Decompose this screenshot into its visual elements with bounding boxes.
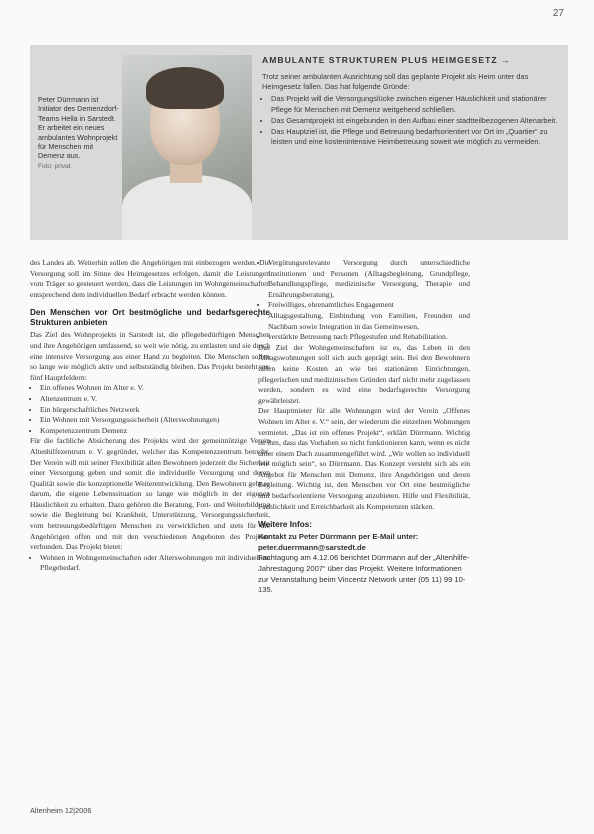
paragraph: Der Hauptmieter für alle Wohnungen wird der Verein „Offenes Wohnen im Alter e. V.“ sein, der wiederum die einzelnen Wohnungen vermietet. „Das ist ein offenes Projekt“, erklärt Dürrmann. Wichtig ist ihm, dass das Vorhaben so nicht funktionieren kann, wenn es nicht unter einem Dach zusammengeführt wird. „Wir wollen so individuell wie möglich sein“, so Dürrmann. Das Konzept versteht sich als ein Angebot für Menschen mit Demenz, ihre Angehörigen und deren Begleitung. Wichtig ist, den Menschen vor Ort eine bestmögliche und bedarfsorientierte Versorgung anzubieten. Hilfe und Flexibilität, Fachlichkeit und Erreichbarkeit als Kompetenzen stärken. — [258, 406, 470, 511]
paragraph: Für die fachliche Absicherung des Projekts wird der gemeinnützige Verein Altenhilfezentrum e. V. gegründet, welcher das Kompetenzzentrum betreibt. Der Verein will mit seiner Flexibilität allen Bewohnern jederzeit die Sicherheit einer Versorgung geben und somit die individuelle Versorgung und deren Qualität sowie die konzeptionelle Weiterentwicklung. Den Bewohnern geht es darum, die eigene Lebenssituation so lange wie möglich in der eigenen Häuslichkeit zu erhalten. Dazu gehören die Beratung, Fort- und Weiterbildung sowie die Begleitung bei Krankheit, Unterstützung, Versorgungssicherheit, vom betreuungsbedürftigen Menschen zu verwirklichen und stets für die Angehörigen offen und mit den verschiedenen Angeboten des Projekts verbunden. Das Projekt bietet: — [30, 436, 270, 552]
sidebar-intro: Trotz seiner ambulanten Ausrichtung soll das geplante Projekt als Heim unter das Heimgesetz fallen. Das hat folgende Gründe: — [262, 72, 529, 92]
portrait-photo — [122, 55, 252, 240]
paragraph: Das Ziel des Wohnprojekts in Sarstedt ist, die pflegebedürftigen Menschen und ihre Angehörigen umfassend, so weit wie nötig, zu entlasten und sie durch eine intensive Versorgung aus einer Hand zu begleiten. Die Menschen sollen so lange wie möglich aktiv und selbstständig bleiben. Das Projekt besteht aus fünf Hauptfeldern: — [30, 330, 270, 382]
list-item: • Altenzentrum e. V. — [40, 394, 270, 405]
list-item: • verstärkte Betreuung nach Pflegestufen und Rehabilitation. — [268, 332, 470, 343]
left-column — [30, 258, 270, 574]
list-item: • Kompetenzzentrum Demenz — [40, 426, 270, 437]
list-item: • Wohnen in Wohngemeinschaften oder Alterswohnungen mit individuellem Pflegebedarf. — [40, 553, 270, 574]
list-item: • Ein offenes Wohnen im Alter e. V. — [40, 383, 270, 394]
sidebar-body — [262, 72, 562, 148]
paragraph: Fachtagung am 4.12.06 berichtet Dürrmann auf der „Altenhilfe-Jahrestagung 2007“ über das Projekt. Weitere Informationen zur Veranstaltung beim Vincentz Network unter (05 11) 99 10-135. — [258, 553, 470, 595]
list-item: • Ein bürgerschaftliches Netzwerk — [40, 405, 270, 416]
right-column — [258, 258, 470, 596]
photo-caption — [38, 95, 120, 171]
sidebar-heading: AMBULANTE STRUKTUREN PLUS HEIMGESETZ → — [262, 55, 511, 65]
sidebar-bullet: • Das Projekt will die Versorgungslücke zwischen eigener Häuslichkeit und stationärer Pflege für Menschen mit Demenz weitgehend schließen. — [271, 94, 562, 114]
list-item: • Vergütungsrelevante Versorgung durch unterschiedliche Institutionen und Personen (Alltagsbegleitung, Grundpflege, Behandlungspflege, medizinische Versorgung, Therapie und Ernährungsberatung), — [268, 258, 470, 300]
sidebar-bullet: • Das Gesamtprojekt ist eingebunden in den Aufbau einer stadtteilbezogenen Altenarbeit. — [271, 116, 562, 126]
paragraph: des Landes ab. Weiterhin sollen die Angehörigen mit einbezogen werden. Die Versorgung soll im Sinne des Heimgesetzes erfolgen, damit die Leistungen vom Träger so gesteuert werden, dass die Leistungen im Wohngemeinschaften entsprechend dem individuellen Bedarf erbracht werden können. — [30, 258, 270, 299]
caption-credit: Foto: privat — [38, 162, 71, 170]
contact-line: Kontakt zu Peter Dürrmann per E-Mail unter: peter.duerrmann@sarstedt.de — [258, 532, 419, 552]
list-item: • Freiwilliges, ehrenamtliches Engagement — [268, 300, 470, 311]
caption-text: Peter Dürrmann ist Initiator des Demenzdorf-Teams Hella in Sarstedt. Er arbeitet ein neues ambulantes Wohnprojekt für Menschen mit Demenz aus. — [38, 95, 119, 161]
page-number: 27 — [552, 8, 564, 19]
footer: Altenheim 12|2006 — [30, 806, 92, 815]
info-heading: Weitere Infos: — [258, 520, 312, 530]
list-item: • Ein Wohnen mit Versorgungssicherheit (Alterswohnungen) — [40, 415, 270, 426]
sidebar-bullet: • Das Hauptziel ist, die Pflege und Betreuung bedarfsorientiert vor Ort im „Quartier“ zu leisten und eine kostenintensive Heimbetreuung soweit wie möglich zu vermeiden. — [271, 127, 562, 147]
list-item: • Alltagsgestaltung, Einbindung von Familien, Freunden und Nachbarn sowie Integration in das Gemeinwesen, — [268, 311, 470, 332]
section-heading: Den Menschen vor Ort bestmögliche und bedarfsgerechte Strukturen anbieten — [30, 308, 270, 328]
paragraph: Das Ziel der Wohngemeinschaften ist es, das Leben in den Alltagswohnungen soll sich auch geprägt sein. Bei den Bewohnern fallen keine Kosten an wie bei stationären Einrichtungen, pflegerischen und medizinischen Gründen darf nicht mehr zugelassen werden, sondern es wird eine bedarfsgerechte Versorgung gewährleistet. — [258, 342, 470, 405]
